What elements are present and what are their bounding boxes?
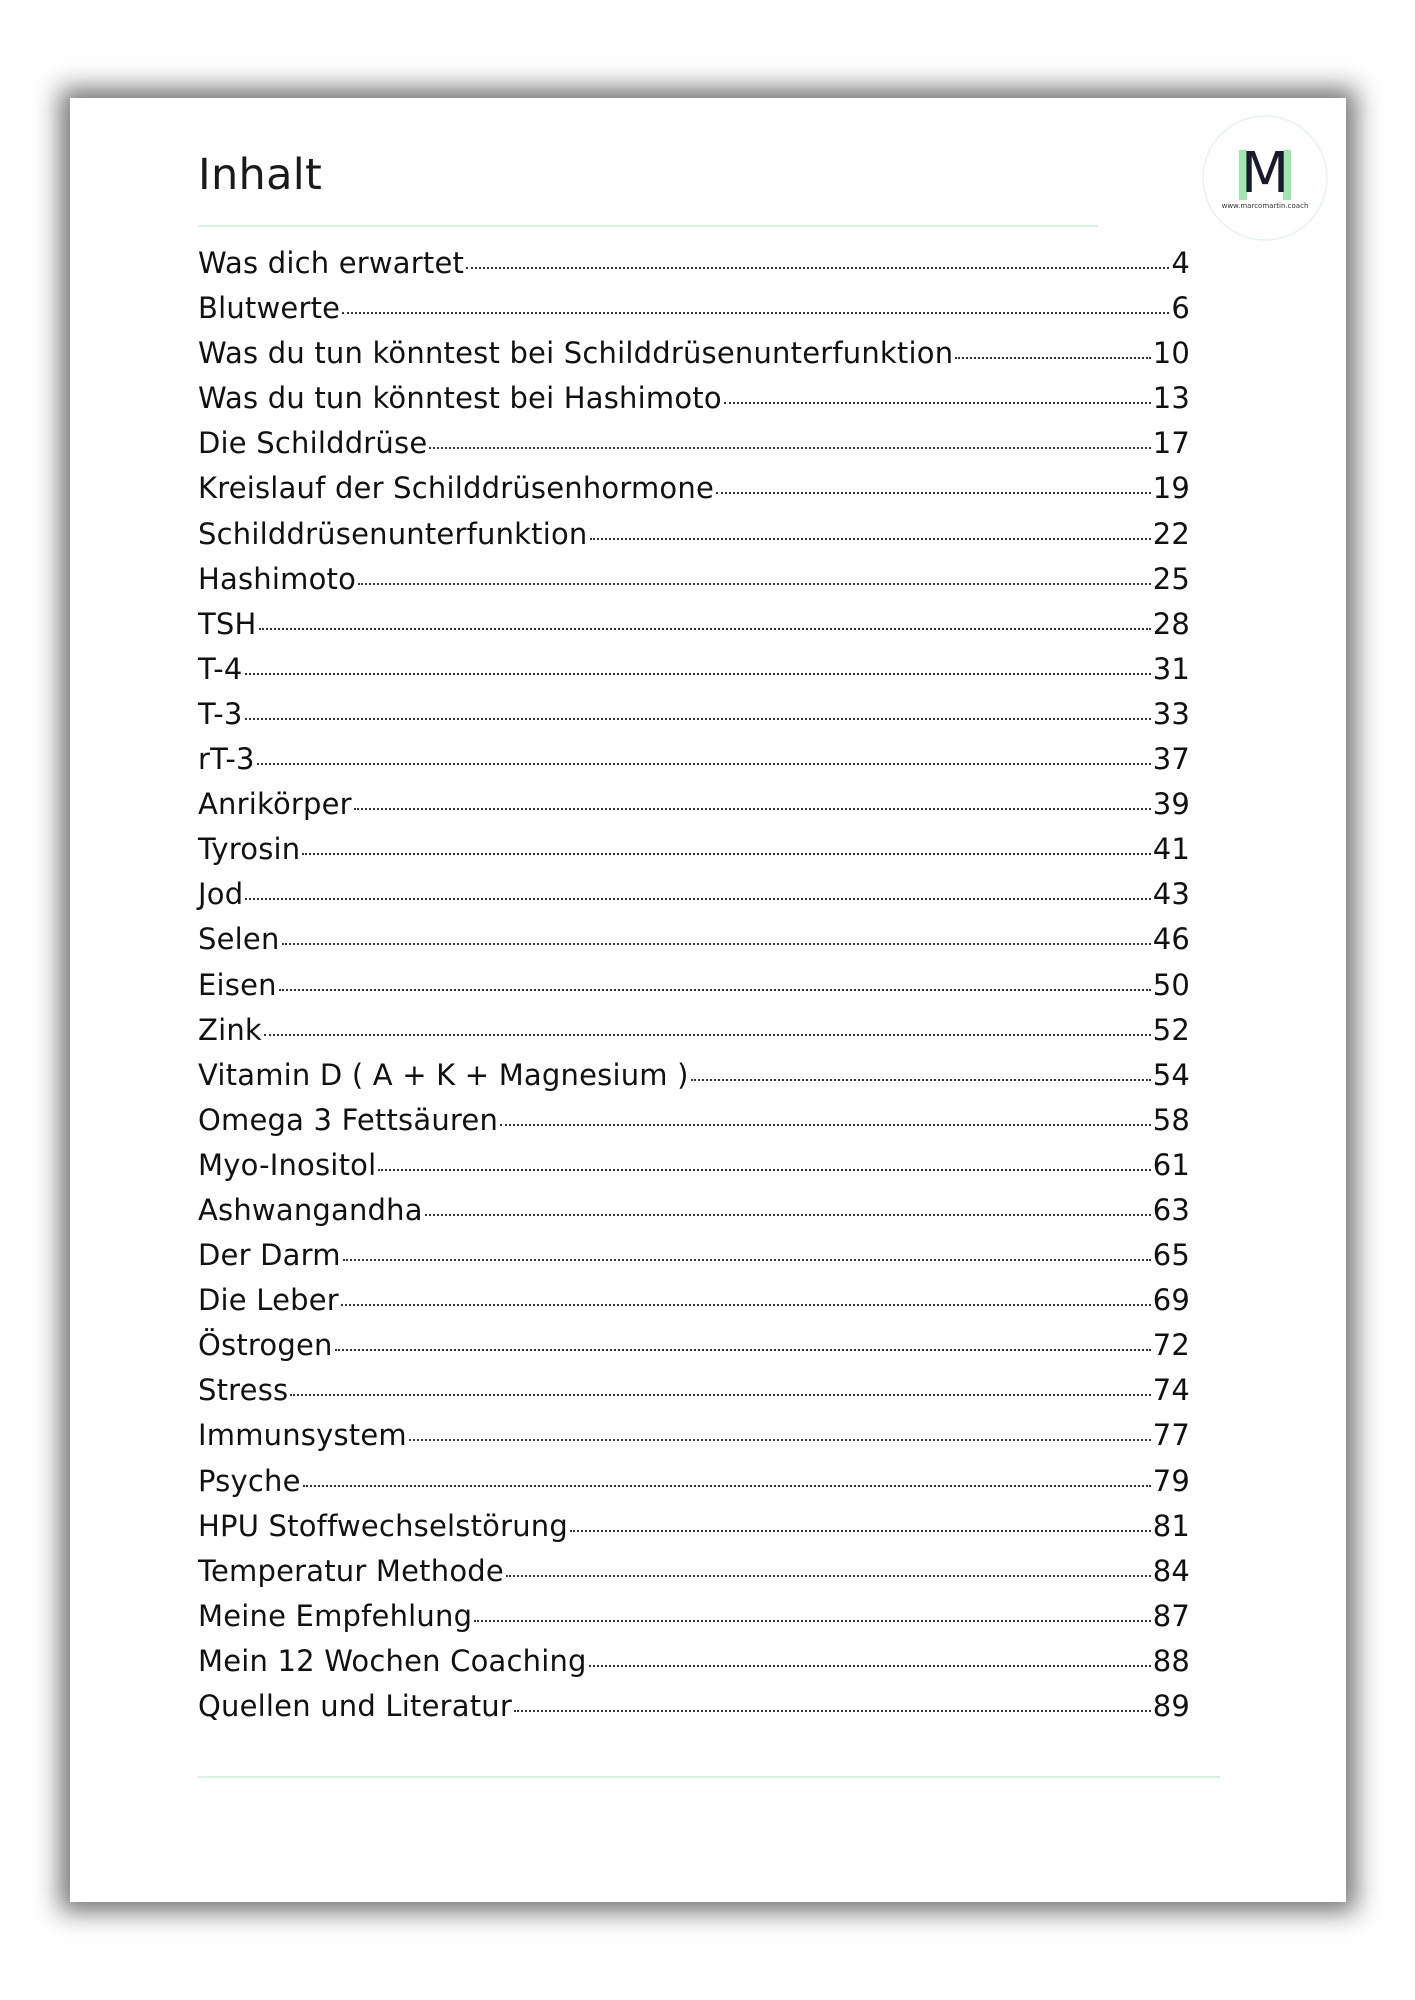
toc-dot-leader (716, 492, 1151, 494)
toc-dot-leader (354, 808, 1151, 810)
toc-entry-page: 28 (1152, 606, 1190, 641)
title-divider (198, 225, 1098, 227)
toc-entry-label: Hashimoto (198, 561, 357, 596)
toc-entry-page: 74 (1152, 1373, 1190, 1408)
toc-entry-label: Meine Empfehlung (198, 1598, 473, 1633)
toc-entry[interactable] (198, 877, 1190, 922)
toc-entry[interactable] (198, 1464, 1190, 1509)
toc-entry[interactable] (198, 1238, 1190, 1283)
toc-entry-page: 33 (1152, 696, 1190, 731)
table-of-contents (198, 246, 1190, 1734)
toc-entry-page: 4 (1171, 246, 1190, 280)
toc-entry-label: T-4 (198, 651, 243, 686)
toc-entry-page: 50 (1152, 967, 1190, 1002)
toc-entry-label: Tyrosin (198, 832, 301, 867)
toc-entry-label: rT-3 (198, 742, 255, 777)
toc-entry-page: 72 (1152, 1328, 1190, 1363)
toc-dot-leader (500, 1124, 1151, 1126)
toc-entry-page: 52 (1152, 1012, 1190, 1047)
toc-entry[interactable] (198, 426, 1190, 471)
toc-entry-label: Jod (198, 877, 244, 912)
toc-dot-leader (303, 1485, 1151, 1487)
toc-dot-leader (279, 989, 1151, 991)
toc-dot-leader (342, 312, 1169, 314)
toc-entry-page: 41 (1152, 832, 1190, 867)
toc-entry-label: Blutwerte (198, 291, 341, 326)
toc-entry-label: Omega 3 Fettsäuren (198, 1102, 499, 1137)
toc-dot-leader (290, 1394, 1150, 1396)
toc-dot-leader (589, 1665, 1151, 1667)
toc-dot-leader (570, 1530, 1151, 1532)
toc-dot-leader (425, 1214, 1151, 1216)
toc-entry[interactable] (198, 1689, 1190, 1734)
toc-dot-leader (282, 943, 1151, 945)
toc-entry-label: Schilddrüsenunterfunktion (198, 516, 588, 551)
toc-entry[interactable] (198, 697, 1190, 742)
toc-entry[interactable] (198, 1373, 1190, 1418)
bottom-divider (198, 1776, 1220, 1778)
toc-dot-leader (343, 1259, 1151, 1261)
toc-entry[interactable] (198, 1103, 1190, 1148)
toc-dot-leader (429, 447, 1150, 449)
brand-logo-icon (1201, 114, 1329, 242)
toc-entry[interactable] (198, 742, 1190, 787)
toc-entry-label: Vitamin D ( A + K + Magnesium ) (198, 1057, 689, 1092)
toc-entry[interactable] (198, 291, 1190, 336)
toc-entry-page: 61 (1152, 1147, 1190, 1182)
toc-dot-leader (335, 1349, 1151, 1351)
toc-entry[interactable] (198, 1554, 1190, 1599)
toc-entry[interactable] (198, 1599, 1190, 1644)
toc-entry-label: Eisen (198, 967, 277, 1002)
toc-entry[interactable] (198, 471, 1190, 516)
toc-entry-page: 79 (1152, 1463, 1190, 1498)
toc-entry-label: Quellen und Literatur (198, 1689, 512, 1723)
toc-entry-page: 17 (1152, 426, 1190, 461)
toc-entry-page: 77 (1152, 1418, 1190, 1453)
toc-entry[interactable] (198, 1013, 1190, 1058)
toc-dot-leader (378, 1169, 1150, 1171)
toc-entry-page: 13 (1152, 381, 1190, 416)
toc-entry-page: 43 (1152, 877, 1190, 912)
toc-dot-leader (506, 1575, 1151, 1577)
toc-dot-leader (264, 1034, 1151, 1036)
toc-entry-page: 81 (1152, 1508, 1190, 1543)
toc-entry-page: 65 (1152, 1238, 1190, 1273)
toc-entry[interactable] (198, 1644, 1190, 1689)
toc-dot-leader (514, 1710, 1151, 1712)
toc-dot-leader (590, 538, 1151, 540)
toc-entry-label: Kreislauf der Schilddrüsenhormone (198, 471, 714, 506)
toc-entry-label: Myo-Inositol (198, 1147, 377, 1182)
toc-entry-page: 54 (1152, 1057, 1190, 1092)
toc-entry[interactable] (198, 336, 1190, 381)
toc-entry-label: Die Schilddrüse (198, 426, 428, 461)
toc-entry-label: Psyche (198, 1463, 301, 1498)
toc-entry-label: Was dich erwartet (198, 246, 465, 280)
toc-entry-page: 31 (1152, 651, 1190, 686)
toc-entry-page: 19 (1152, 471, 1190, 506)
toc-entry[interactable] (198, 832, 1190, 877)
toc-dot-leader (474, 1620, 1150, 1622)
toc-entry[interactable] (198, 1283, 1190, 1328)
toc-entry[interactable] (198, 381, 1190, 426)
toc-dot-leader (691, 1079, 1151, 1081)
toc-dot-leader (245, 898, 1150, 900)
toc-entry[interactable] (198, 607, 1190, 652)
toc-dot-leader (257, 763, 1151, 765)
toc-entry[interactable] (198, 1509, 1190, 1554)
toc-entry[interactable] (198, 1058, 1190, 1103)
toc-entry-label: Die Leber (198, 1283, 339, 1318)
toc-dot-leader (409, 1439, 1151, 1441)
toc-entry-page: 46 (1152, 922, 1190, 957)
toc-dot-leader (245, 673, 1151, 675)
toc-entry-page: 10 (1152, 336, 1190, 371)
toc-entry-page: 69 (1152, 1283, 1190, 1318)
toc-entry[interactable] (198, 246, 1190, 291)
toc-entry[interactable] (198, 562, 1190, 607)
toc-entry[interactable] (198, 922, 1190, 967)
toc-dot-leader (245, 718, 1151, 720)
toc-entry-label: Anrikörper (198, 787, 352, 822)
logo-letter: M (1240, 141, 1290, 206)
toc-dot-leader (341, 1304, 1151, 1306)
toc-entry[interactable] (198, 517, 1190, 562)
toc-entry-label: Östrogen (198, 1328, 333, 1363)
toc-entry-label: HPU Stoffwechselstörung (198, 1508, 568, 1543)
toc-entry-page: 87 (1152, 1598, 1190, 1633)
document-page (70, 98, 1346, 1902)
toc-entry[interactable] (198, 1418, 1190, 1463)
toc-entry-label: Der Darm (198, 1238, 341, 1273)
toc-entry-page: 37 (1152, 742, 1190, 777)
toc-dot-leader (466, 267, 1169, 269)
toc-dot-leader (358, 583, 1151, 585)
toc-entry-label: Zink (198, 1012, 262, 1047)
toc-entry[interactable] (198, 1193, 1190, 1238)
toc-entry-label: Temperatur Methode (198, 1553, 504, 1588)
toc-entry-page: 22 (1152, 516, 1190, 551)
toc-entry-page: 88 (1152, 1643, 1190, 1678)
toc-entry[interactable] (198, 787, 1190, 832)
toc-dot-leader (302, 853, 1150, 855)
toc-entry[interactable] (198, 968, 1190, 1013)
toc-entry[interactable] (198, 652, 1190, 697)
toc-entry[interactable] (198, 1148, 1190, 1193)
toc-dot-leader (724, 402, 1151, 404)
toc-entry-label: Mein 12 Wochen Coaching (198, 1643, 587, 1678)
toc-entry-page: 84 (1152, 1553, 1190, 1588)
toc-entry-label: Selen (198, 922, 280, 957)
toc-entry-label: Was du tun könntest bei Hashimoto (198, 381, 722, 416)
toc-entry-label: TSH (198, 606, 257, 641)
toc-entry-page: 6 (1171, 291, 1190, 326)
toc-entry-label: Ashwangandha (198, 1192, 423, 1227)
toc-dot-leader (259, 628, 1151, 630)
toc-dot-leader (955, 357, 1150, 359)
logo-url: www.marcomartin.coach (1221, 202, 1309, 210)
toc-entry[interactable] (198, 1328, 1190, 1373)
toc-entry-label: Was du tun könntest bei Schilddrüsenunterfunktion (198, 336, 954, 371)
toc-entry-label: Immunsystem (198, 1418, 407, 1453)
toc-entry-label: Stress (198, 1373, 289, 1408)
toc-entry-page: 58 (1152, 1102, 1190, 1137)
toc-entry-page: 89 (1152, 1689, 1190, 1723)
toc-entry-page: 25 (1152, 561, 1190, 596)
page-title: Inhalt (198, 150, 323, 200)
toc-entry-label: T-3 (198, 696, 243, 731)
toc-entry-page: 39 (1152, 787, 1190, 822)
toc-entry-page: 63 (1152, 1192, 1190, 1227)
